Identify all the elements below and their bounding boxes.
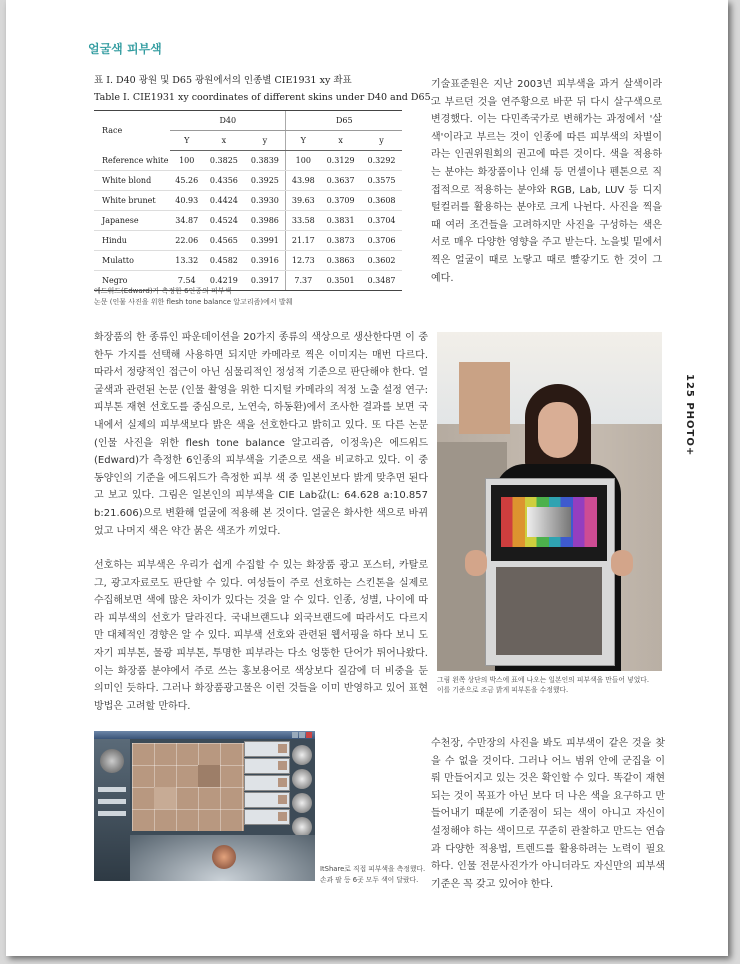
tool-icon <box>292 793 312 813</box>
screenshot-caption-line: ItShare로 직접 피부색을 측정했다. <box>320 865 426 873</box>
subheader-cell: Y <box>286 131 320 151</box>
race-cell: Mulatto <box>94 251 170 271</box>
dial-icon <box>100 749 124 773</box>
magazine-page <box>6 0 728 956</box>
table-cell: 0.3602 <box>361 251 402 271</box>
color-checker-board <box>485 478 615 666</box>
software-screenshot <box>94 731 315 881</box>
photo-left-hand <box>465 550 487 576</box>
measurement-row <box>244 741 290 757</box>
measurement-swatch <box>278 778 287 787</box>
screenshot-titlebar <box>94 731 315 739</box>
screenshot-left-panel <box>94 739 130 881</box>
table-cell: 13.32 <box>170 251 203 271</box>
table-cell: 0.3129 <box>320 151 361 171</box>
measurement-swatch <box>278 744 287 753</box>
table-cell: 0.3825 <box>203 151 244 171</box>
table-cell: 22.06 <box>170 231 203 251</box>
table-cell: 0.3916 <box>244 251 286 271</box>
paragraph-conclusion: 수천장, 수만장의 사진을 봐도 피부색이 같은 것을 찾을 수 없을 것이다. 그러나 어느 범위 안에 군집을 이뤄 만들어지고 있는 것은 확인할 수 있다. 똑같이 재현되는 것이 목표가 아닌 보다 더 나은 색을 요구하고 만들어내기 때문에 기준점이 되는 색이 아니고 자신이 설정해야 하는 색이므로 꾸준히 관찰하고 만드는 연습과 다양한 적용법, 트렌드를 활용하려는 노력이 필요하다. 인물 전문사진가가 아니더라도 자신만의 피부색 기준은 꼭 갖고 있어야 한다. <box>431 738 665 890</box>
color-checker-chart <box>491 485 607 561</box>
photo-caption <box>437 675 669 695</box>
race-cell: White brunet <box>94 191 170 211</box>
table-caption-korean: 표 Ⅰ. D40 광원 및 D65 광원에서의 인종별 CIE1931 xy 좌표 <box>94 75 352 86</box>
source-note-line: 에드워드(Edward)가 측정한 6인종의 피부색 <box>94 287 232 295</box>
photo-right-hand <box>611 550 633 576</box>
tool-icon <box>292 769 312 789</box>
skin-color-swatch <box>459 362 510 434</box>
table-cell: 0.4424 <box>203 191 244 211</box>
table-cell: 7.37 <box>286 271 320 291</box>
table-row <box>94 191 402 211</box>
paragraph-preferred-skin: 선호하는 피부색은 우리가 쉽게 수집할 수 있는 화장품 광고 포스터, 카탈로그, 광고자료로도 판단할 수 있다. 여성들이 주로 선호하는 스킨톤을 실제로 수집해보면 색에 많은 차이가 있다는 것을 알 수 있다. 인종, 성별, 나이에 따라 피부색의 선호가 달라진다. 국내브랜드냐 외국브랜드에 따라서도 다르지만 대체적인 경향은 알 수 있다. 피부색 선호와 관련된 웹서핑을 하다 보니 도자기 피부톤, 물광 피부톤, 투명한 피부라는 다소 엉뚱한 단어가 튀어나왔다. 이는 화장품 분야에서 주로 쓰는 홍보용어로 색상보다 질감에 더 비중을 둔 의미인 듯하다. 그러나 화장품광고물은 이런 것들을 이미 반영하고 있어 표현방법은 고려할 만하다. <box>94 560 428 712</box>
d40-header: D40 <box>170 111 286 131</box>
table-cell: 0.3991 <box>244 231 286 251</box>
table-cell: 12.73 <box>286 251 320 271</box>
paragraph-foundation: 화장품의 한 종류인 파운데이션을 20가지 종류의 색상으로 생산한다면 이 중 한두 가지를 선택해 사용하면 되지만 카메라로 찍은 이미지는 매번 다르다. 따라서 정량적인 접근이 아닌 심물리적인 정성적 기준으로 판단해야 한다. 얼굴색과 관련된 논문 (인물 촬영을 위한 디지털 카메라의 적정 노출 설정 연구: 피부톤 재현 선호도를 중심으로, 노연숙, 하동환)에서 조사한 결과를 보면 국내에서 실제의 피부색보다 밝은 색을 선호한다고 밝히고 있다. 또 다른 논문 (인물 사진을 위한 flesh tone balance 알고리즘, 이정욱)은 에드워드(Edward)가 측정한 6인종의 피부색을 기준으로 색을 비교하고 있다. 이 중 동양인의 기준을 에드워드가 측정한 피부 색 중 일본인보다 밝게 맞추면 된다고 보고 있다. 그림은 일본인의 피부색을 CIE Lab값(L: 64.628 a:10.857 b:21.606)으로 변환해 얼굴에 적용해 본 것이다. 얼굴은 화사한 색으로 바뀌었고 나머지 색은 약간 붉은 색조가 끼었다. <box>94 332 428 537</box>
photo-face <box>538 402 578 458</box>
race-header: Race <box>94 111 170 151</box>
measurement-row <box>244 792 290 808</box>
skin-color-table <box>94 110 402 291</box>
subheader-cell: x <box>320 131 361 151</box>
section-title: 얼굴색 피부색 <box>88 42 162 56</box>
table-cell: 0.3917 <box>244 271 286 291</box>
table-cell: 43.98 <box>286 171 320 191</box>
d65-header: D65 <box>286 111 402 131</box>
table-cell: 33.58 <box>286 211 320 231</box>
window-buttons-icon <box>292 732 312 738</box>
table-row <box>94 251 402 271</box>
table-cell: 0.3863 <box>320 251 361 271</box>
subheader-cell: Y <box>170 131 203 151</box>
table-cell: 40.93 <box>170 191 203 211</box>
paragraph-standards: 기술표준원은 지난 2003년 피부색을 과거 살색이라고 부르던 것을 연주황으로 바꾼 뒤 다시 살구색으로 변경했다. 이는 다민족국가로 변해가는 과정에서 '살색'이라고 부르는 것이 인종에 따른 피부색의 차별이라는 인권위원회의 권고에 따른 것이다. 색을 적용하는 분야는 화장품이나 인쇄 등 먼셀이나 펜톤으로 직접적으로 적용하는 분야와 RGB, Lab, LUV 등 디지털컬러를 활용하는 분야로 크게 나뉜다. 사진을 찍을 때 여러 조건들을 고려하지만 사진을 구성하는 색은 서로 매우 다양한 영향을 주고 받는다. 노을빛 밑에서 찍은 얼굴이 때로 노랗고 때로 빨갛기도 한 것이 그 예다. <box>431 79 662 284</box>
tool-icon <box>292 745 312 765</box>
measurement-swatch <box>278 795 287 804</box>
table-cell: 0.3839 <box>244 151 286 171</box>
table-cell: 0.3575 <box>361 171 402 191</box>
table-cell: 0.3704 <box>361 211 402 231</box>
color-knob-icon <box>212 845 236 869</box>
race-cell: White blond <box>94 171 170 191</box>
skin-tile <box>154 787 176 809</box>
measurement-swatch <box>278 812 287 821</box>
table-cell: 0.3487 <box>361 271 402 291</box>
table-row <box>94 151 402 171</box>
measurement-row <box>244 775 290 791</box>
table-cell: 0.3986 <box>244 211 286 231</box>
source-note-line: 논문 (인물 사진을 위한 flesh tone balance 알고리즘)에서 발췌 <box>94 298 293 306</box>
gray-card <box>496 567 602 655</box>
skin-tile-grid <box>132 743 244 831</box>
page-number-label: 125 PHOTO+ <box>684 374 695 457</box>
table-row <box>94 171 402 191</box>
screenshot-field <box>98 811 126 816</box>
table-cell: 21.17 <box>286 231 320 251</box>
table-cell: 0.3930 <box>244 191 286 211</box>
measurement-panel <box>244 741 290 833</box>
grey-scale-patches <box>527 507 571 537</box>
photo-caption-line: 이를 기준으로 조금 밝게 피부톤을 수정했다. <box>437 686 569 694</box>
table-cell: 34.87 <box>170 211 203 231</box>
screenshot-field <box>98 787 126 792</box>
table-cell: 0.4356 <box>203 171 244 191</box>
table-cell: 0.4565 <box>203 231 244 251</box>
table-cell: 45.26 <box>170 171 203 191</box>
table-cell: 0.3925 <box>244 171 286 191</box>
photo-caption-line: 그림 왼쪽 상단의 박스에 표에 나오는 일본인의 피부색을 만들어 넣었다. <box>437 676 650 684</box>
measurement-swatch <box>278 761 287 770</box>
table-cell: 0.3501 <box>320 271 361 291</box>
table-cell: 0.3831 <box>320 211 361 231</box>
tool-icons <box>292 745 312 841</box>
table-cell: 0.3706 <box>361 231 402 251</box>
table-source-note <box>94 286 292 308</box>
table-cell: 7.54 <box>170 271 203 291</box>
portrait-photo <box>437 332 662 671</box>
table-cell: 100 <box>286 151 320 171</box>
table-caption-english: Table Ⅰ. CIE1931 xy coordinates of different skins under D40 and D65. <box>94 92 434 103</box>
skin-tile <box>198 765 220 787</box>
table-row <box>94 211 402 231</box>
race-cell: Japanese <box>94 211 170 231</box>
screenshot-bottom-panel <box>130 835 315 881</box>
table-cell: 0.3608 <box>361 191 402 211</box>
screenshot-caption <box>320 864 425 886</box>
table-cell: 0.4524 <box>203 211 244 231</box>
race-cell: Hindu <box>94 231 170 251</box>
race-cell: Reference white <box>94 151 170 171</box>
table-cell: 0.4219 <box>203 271 244 291</box>
table-cell: 0.3873 <box>320 231 361 251</box>
table-header-row <box>94 111 402 131</box>
subheader-cell: y <box>361 131 402 151</box>
screenshot-caption-line: 손과 팔 등 6곳 모두 색이 달랐다. <box>320 876 419 884</box>
measurement-row <box>244 758 290 774</box>
table-row <box>94 231 402 251</box>
screenshot-field <box>98 799 126 804</box>
table-cell: 0.3709 <box>320 191 361 211</box>
table-cell: 0.3637 <box>320 171 361 191</box>
table-cell: 0.3292 <box>361 151 402 171</box>
measurement-row <box>244 809 290 825</box>
subheader-cell: x <box>203 131 244 151</box>
table-cell: 39.63 <box>286 191 320 211</box>
tool-icon <box>292 817 312 837</box>
table-cell: 0.4582 <box>203 251 244 271</box>
table-cell: 100 <box>170 151 203 171</box>
race-cell: Negro <box>94 271 170 291</box>
subheader-cell: y <box>244 131 286 151</box>
